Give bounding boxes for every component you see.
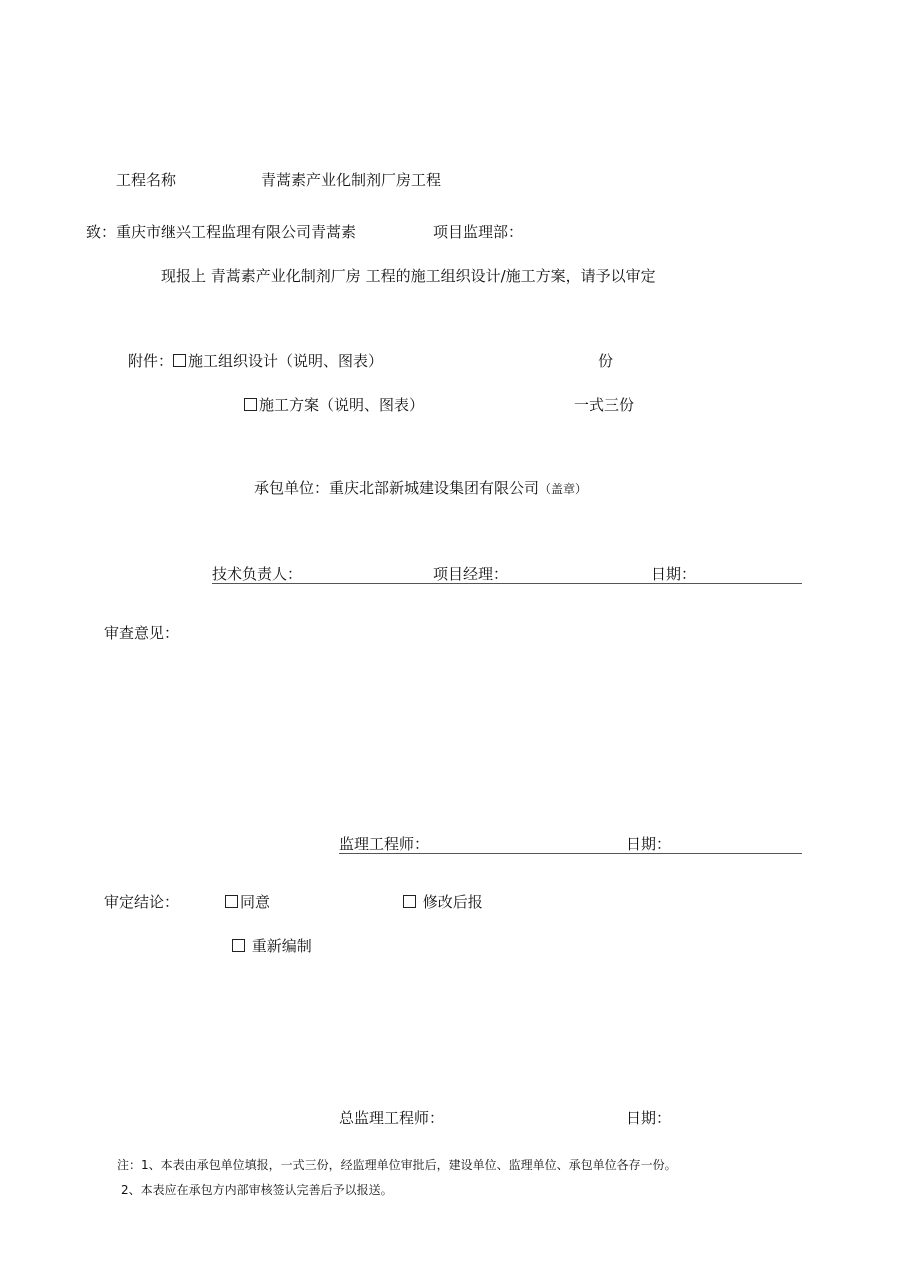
review-underline [339,853,802,854]
contractor-line [254,478,587,499]
chief-engineer-label: 总监理工程师： [339,1109,445,1127]
submission-text [161,266,656,286]
conclusion-redo [232,936,312,956]
contractor-seal: （盖章） [539,482,588,496]
attachment-org-design-label: 施工组织设计（说明、图表） [188,352,384,370]
checkbox-redo[interactable] [232,939,245,952]
attachments-label: 附件： [128,352,174,370]
conclusion-redo-label: 重新编制 [251,937,312,955]
project-name-value: 青蒿素产业化制剂厂房工程 [261,171,442,189]
attachments-row-2 [244,395,424,415]
project-manager-label: 项目经理： [433,565,509,583]
attachment-org-design-copies: 份 [598,352,614,370]
attachments-row-1 [128,351,383,371]
chief-date-label: 日期： [626,1109,672,1127]
review-opinion-label: 审查意见： [104,624,180,642]
checkbox-agree[interactable] [225,895,238,908]
contractor-name: 承包单位：重庆北部新城建设集团有限公司 [254,479,540,497]
sign1-date-label: 日期： [651,565,697,583]
submission-part1: 现报上 [161,267,207,285]
attachment-construction-plan-copies: 一式三份 [574,396,635,414]
checkbox-construction-plan[interactable] [244,398,257,411]
note-1: 注：1、本表由承包单位填报，一式三份，经监理单位审批后，建设单位、监理单位、承包单位各存一份。 [117,1158,677,1172]
note-2: 2、本表应在承包方内部审核签认完善后予以报送。 [121,1183,393,1197]
checkbox-revise[interactable] [403,895,416,908]
conclusion-agree [225,892,270,912]
conclusion-agree-label: 同意 [240,893,271,911]
project-name-label: 工程名称 [116,171,177,189]
attachment-construction-plan-label: 施工方案（说明、图表） [259,396,425,414]
submission-part3: 工程的施工组织设计/施工方案，请予以审定 [365,267,656,285]
conclusion-revise-label: 修改后报 [422,893,483,911]
recipient-company: 致：重庆市继兴工程监理有限公司青蒿素 [86,223,357,241]
conclusion-revise [403,892,483,912]
tech-lead-label: 技术负责人： [212,565,303,583]
conclusion-label: 审定结论： [104,893,180,911]
sign1-underline [212,583,802,584]
supervising-engineer-label: 监理工程师： [339,835,430,853]
recipient-department: 项目监理部： [433,223,524,241]
checkbox-org-design[interactable] [173,354,186,367]
review-date-label: 日期： [626,835,672,853]
submission-project: 青蒿素产业化制剂厂房 [210,267,361,285]
